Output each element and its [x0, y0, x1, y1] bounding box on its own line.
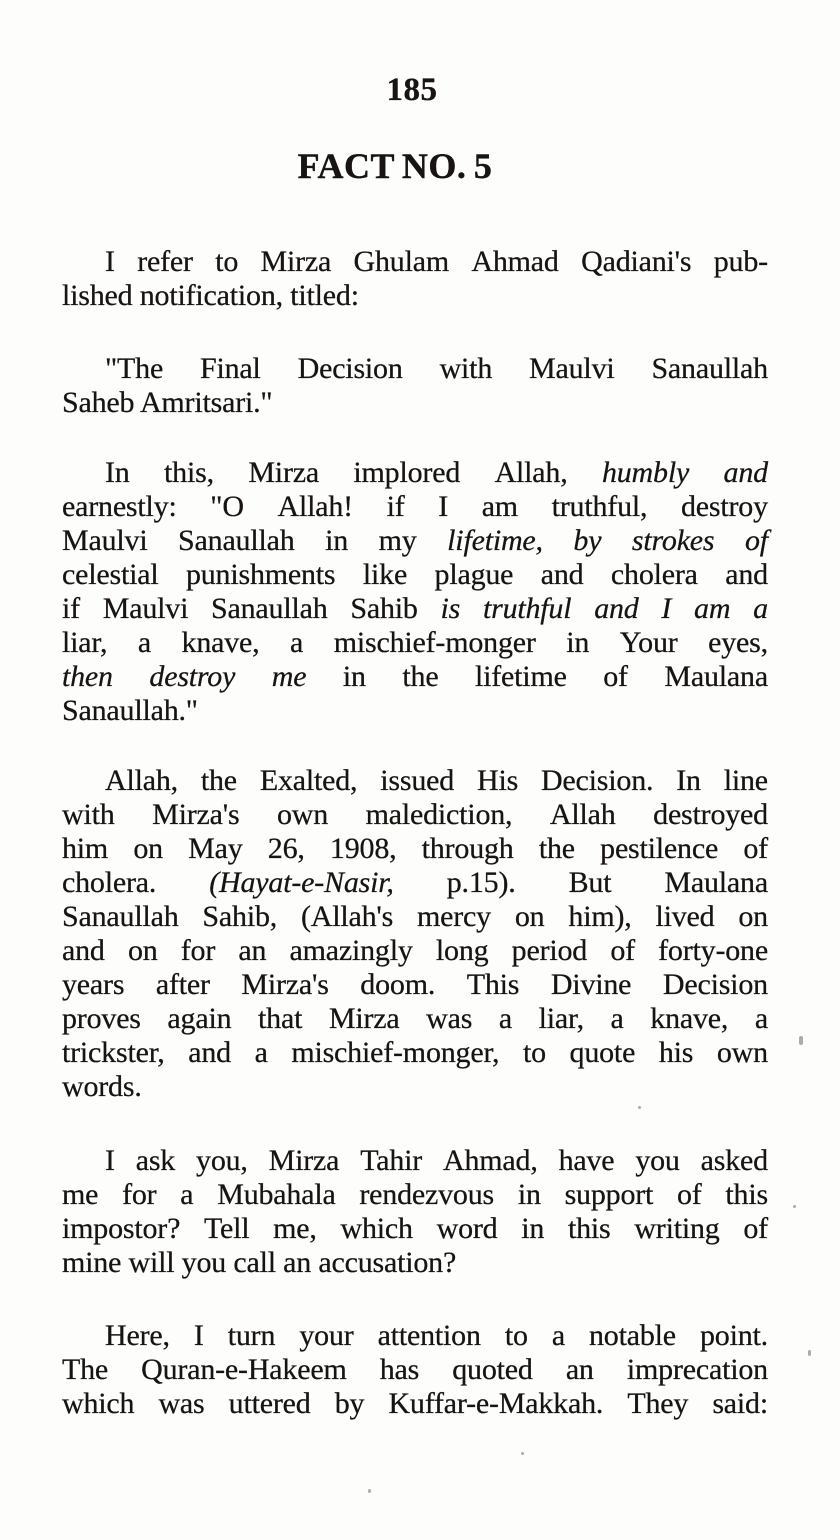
text-line: Allah, the Exalted, issued His Decision. In line [105, 764, 768, 797]
text-line: proves again that Mirza was a liar, a knave, a [62, 1002, 768, 1035]
text-line: him on May 26, 1908, through the pestilence of [62, 832, 768, 865]
text-line: Sanaullah Sahib, (Allah's mercy on him), lived on [62, 900, 768, 933]
text-line: "The Final Decision with Maulvi Sanaullah [105, 352, 768, 385]
text-line: with Mirza's own malediction, Allah destroyed [62, 798, 768, 831]
text-line: me for a Mubahala rendezvous in support of this [62, 1178, 768, 1211]
section-heading: FACT NO. 5 [297, 146, 493, 186]
page-number: 185 [386, 72, 438, 108]
text-line: Here, I turn your attention to a notable point. [105, 1319, 768, 1352]
text-line: In this, Mirza implored Allah, humbly and [105, 456, 768, 489]
text-line: then destroy me in the lifetime of Maulana [62, 660, 768, 693]
text-line: celestial punishments like plague and cholera and [62, 558, 768, 591]
text-line: Sanaullah." [62, 694, 198, 727]
text-line: cholera. (Hayat-e-Nasir, p.15). But Maulana [62, 866, 768, 899]
paragraph-prayer-quote [62, 456, 768, 728]
text-line: if Maulvi Sanaullah Sahib is truthful and I am a [62, 592, 768, 625]
text-line: years after Mirza's doom. This Divine Decision [62, 968, 768, 1001]
paragraph-decision [62, 764, 768, 1104]
paragraph-notable-point [62, 1319, 768, 1421]
scan-speck [793, 1205, 796, 1208]
scan-speck [799, 1036, 803, 1045]
scan-speck [521, 1452, 524, 1455]
scan-speck [808, 1350, 811, 1356]
paragraph-title-quote [62, 352, 768, 420]
text-line: which was uttered by Kuffar-e-Makkah. They said: [62, 1387, 768, 1420]
text-line: lished notification, titled: [62, 279, 359, 312]
text-line: I refer to Mirza Ghulam Ahmad Qadiani's pub- [105, 245, 768, 278]
scan-speck [368, 1489, 371, 1493]
text-line: The Quran-e-Hakeem has quoted an imprecation [62, 1353, 768, 1386]
text-line: Saheb Amritsari." [62, 386, 273, 419]
text-line: words. [62, 1070, 142, 1103]
text-line: Maulvi Sanaullah in my lifetime, by strokes of [62, 524, 768, 557]
text-line: and on for an amazingly long period of forty-one [62, 934, 768, 967]
text-line: impostor? Tell me, which word in this writing of [62, 1212, 768, 1245]
paragraph-intro [62, 245, 768, 313]
paragraph-question [62, 1144, 768, 1280]
text-line: trickster, and a mischief-monger, to quote his own [62, 1036, 768, 1069]
text-line: liar, a knave, a mischief-monger in Your eyes, [62, 626, 768, 659]
scan-speck [638, 1106, 641, 1109]
text-line: earnestly: "O Allah! if I am truthful, destroy [62, 490, 768, 523]
text-line: I ask you, Mirza Tahir Ahmad, have you asked [105, 1144, 768, 1177]
text-line: mine will you call an accusation? [62, 1246, 457, 1279]
